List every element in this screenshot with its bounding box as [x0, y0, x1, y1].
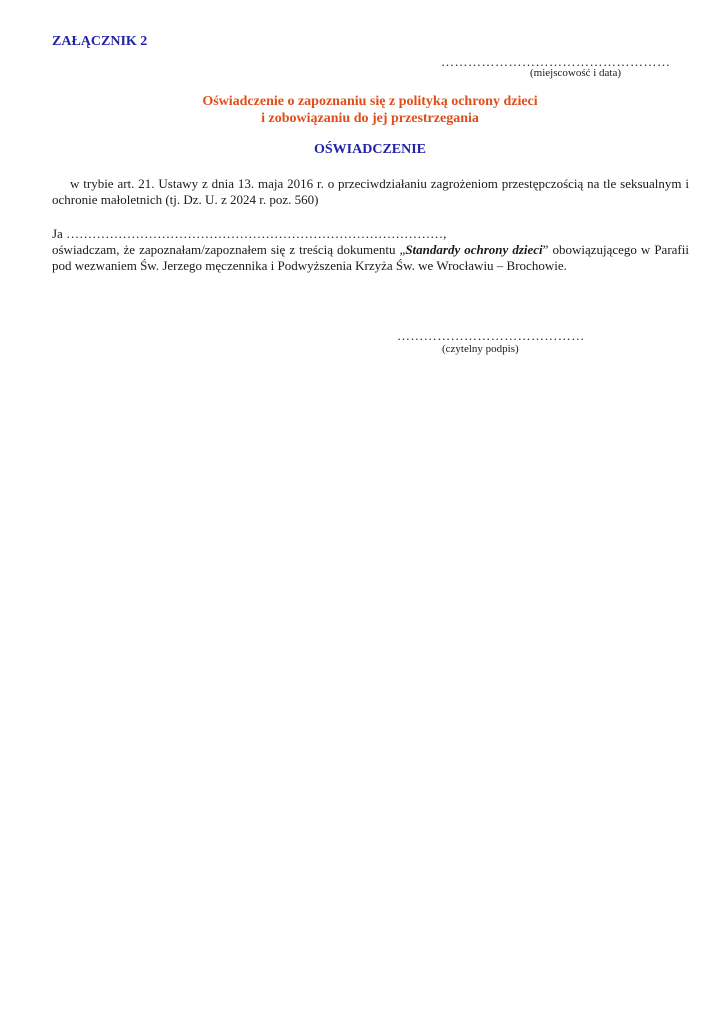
- declaration-text-end: ” obowiązującego w Parafii pod wezwaniem Św. Jerzego męczennika i Podwyższenia Krzyża Św. we Wrocławiu – Brochowie.: [52, 242, 689, 273]
- statement-heading: OŚWIADCZENIE: [313, 142, 427, 157]
- legal-basis-paragraph: w trybie art. 21. Ustawy z dnia 13. maja 2016 r. o przeciwdziałaniu zagrożeniom przestępczością na tle seksualnym i ochronie małoletnich (tj. Dz. U. z 2024 r. poz. 560): [52, 176, 689, 207]
- declaration-text-start: oświadczam, że zapoznałam/zapoznałem się z treścią dokumentu „: [52, 242, 406, 257]
- document-title-line-2: i zobowiązaniu do jej przestrzegania: [261, 111, 479, 126]
- document-name: Standardy ochrony dzieci: [405, 242, 543, 257]
- place-date-label: (miejscowość i data): [530, 67, 622, 79]
- name-fill-line: Ja ……………………………………………………………………………,: [52, 226, 447, 241]
- annex-label: ZAŁĄCZNIK 2: [52, 34, 148, 49]
- place-date-line: ……………………………………………: [441, 54, 671, 69]
- signature-line: ……………………………………: [397, 328, 585, 343]
- declaration-paragraph: [52, 226, 689, 274]
- signature-label: (czytelny podpis): [442, 343, 519, 355]
- document-title-line-1: Oświadczenie o zapoznaniu się z polityką ochrony dzieci: [202, 94, 538, 109]
